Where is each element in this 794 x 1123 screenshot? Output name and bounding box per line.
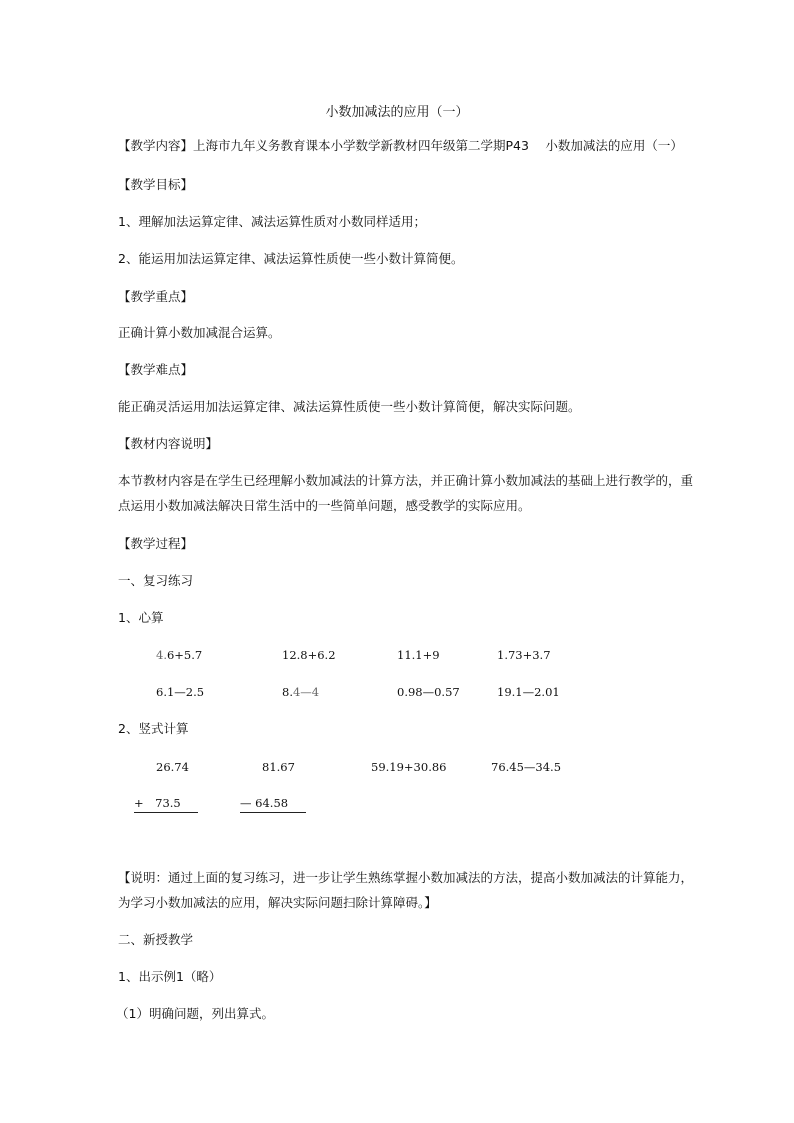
goals-heading: 【教学目标】: [118, 177, 194, 192]
mental-r1c1: [156, 647, 202, 663]
mental-r1c1-part-a: 4.: [156, 648, 167, 662]
mental-r1c4: 1.73+3.7: [497, 648, 551, 662]
vertical-b-top: 81.67: [262, 760, 295, 774]
material-line-2: 点运用小数加减法解决日常生活中的一些简单问题，感受教学的实际应用。: [118, 498, 531, 513]
step-1: （1）明确问题，列出算式。: [116, 1006, 274, 1021]
goal-1: 1、理解加法运算定律、减法运算性质对小数同样适用；: [118, 214, 426, 229]
mental-r1c1-part-b: 6+5.7: [166, 648, 203, 662]
mental-r2c2-part-a: 8.: [282, 685, 293, 699]
section-1-heading: 一、复习练习: [118, 573, 194, 588]
vertical-b-bottom: [240, 795, 306, 813]
key-point-heading: 【教学重点】: [118, 289, 194, 304]
process-heading: 【教学过程】: [118, 536, 194, 551]
note-line-1: 【说明：通过上面的复习练习，进一步让学生熟练掌握小数加减法的方法，提高小数加减法的计算能力，: [118, 870, 694, 885]
difficulty-text: 能正确灵活运用加法运算定律、减法运算性质使一些小数计算简便，解决实际问题。: [118, 399, 581, 414]
mental-r2c1: 6.1—2.5: [156, 685, 205, 699]
material-line-1: 本节教材内容是在学生已经理解小数加减法的计算方法，并正确计算小数加减法的基础上进行教学的，重: [118, 473, 694, 488]
example-1: 1、出示例1（略）: [118, 969, 222, 984]
mental-r1c2: 12.8+6.2: [282, 648, 336, 662]
vertical-a-top: 26.74: [156, 760, 189, 774]
teaching-content-line: 【教学内容】上海市九年义务教育课本小学数学新教材四年级第二学期P43 小数加减法的应用（一）: [118, 138, 683, 153]
vertical-calc-heading: 2、竖式计算: [118, 721, 189, 736]
goal-2: 2、能运用加法运算定律、减法运算性质使一些小数计算简便。: [118, 251, 464, 266]
vertical-a-bottom-text: + 73.5: [134, 795, 198, 813]
mental-r2c4: 19.1—2.01: [497, 685, 560, 699]
vertical-d: 76.45—34.5: [491, 760, 562, 774]
mental-r1c3: 11.1+9: [397, 648, 440, 662]
vertical-b-bottom-text: — 64.58: [240, 795, 306, 813]
mental-r2c2: [282, 684, 319, 700]
difficulty-heading: 【教学难点】: [118, 362, 194, 377]
section-2-heading: 二、新授教学: [118, 932, 194, 947]
mental-r2c2-part-b: 4—4: [292, 685, 320, 699]
vertical-c: 59.19+30.86: [371, 760, 447, 774]
mental-r2c3: 0.98—0.57: [397, 685, 460, 699]
key-point-text: 正确计算小数加减混合运算。: [118, 325, 281, 340]
note-line-2: 为学习小数加减法的应用，解决实际问题扫除计算障碍。】: [118, 895, 437, 910]
mental-math-heading: 1、心算: [118, 610, 164, 625]
material-heading: 【教材内容说明】: [118, 436, 219, 451]
document-title: 小数加减法的应用（一）: [325, 105, 469, 120]
vertical-a-bottom: [134, 795, 198, 813]
